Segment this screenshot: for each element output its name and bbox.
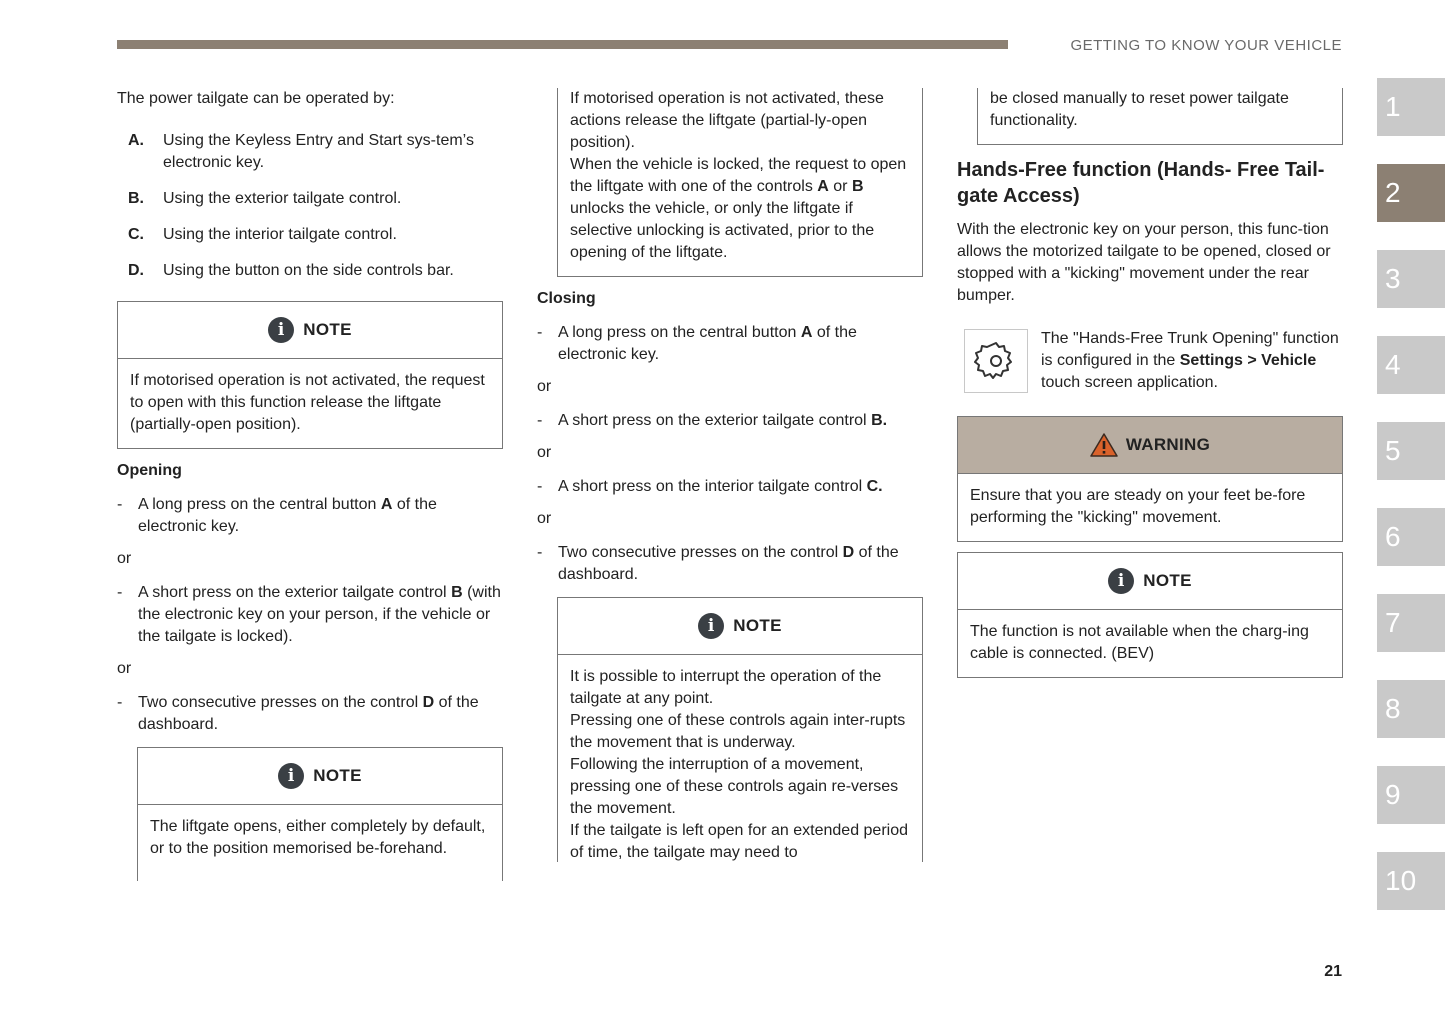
or-text: or <box>537 510 552 527</box>
list-item: - Two consecutive presses on the control D of the dashboard. <box>537 544 899 583</box>
operation-methods-list <box>117 130 503 282</box>
note-body: The liftgate opens, either completely by default, or to the position memorised be-forehand. <box>150 818 486 857</box>
list-letter: A. <box>128 132 144 149</box>
note-header <box>558 598 922 655</box>
list-text: Using the button on the side controls bar. <box>163 262 454 279</box>
note-header <box>958 553 1342 610</box>
warning-header <box>958 417 1342 474</box>
note-body: If motorised operation is not activated, the request to open with this function release the liftgate (partially-open position). <box>130 372 485 433</box>
info-icon: i <box>698 613 724 639</box>
chapter-tab-3[interactable]: 3 <box>1377 250 1445 308</box>
chapter-tab-6[interactable]: 6 <box>1377 508 1445 566</box>
note-continuation <box>977 88 1343 145</box>
list-letter: B. <box>128 190 144 207</box>
warning-box <box>957 416 1343 542</box>
note-title: NOTE <box>1143 571 1192 590</box>
list-item <box>117 224 503 246</box>
note-body: It is possible to interrupt the operation of the tailgate at any point. Pressing one of these controls again inter-rupts the movement that is underway. Following the interruption of a movement, pressing one of these controls again re-verses the movement. If the tailgate is left open for an extended period of time, the tailgate may need to <box>570 668 909 861</box>
or-text: or <box>117 660 132 677</box>
chapter-tab-4[interactable]: 4 <box>1377 336 1445 394</box>
warning-body: Ensure that you are steady on your feet be-fore performing the "kicking" movement. <box>970 487 1306 526</box>
warning-title: WARNING <box>1125 435 1211 454</box>
or-text: or <box>537 378 552 395</box>
warning-triangle-icon <box>1090 433 1118 457</box>
info-icon: i <box>278 763 304 789</box>
list-item: - Two consecutive presses on the control D of the dashboard. <box>117 694 479 733</box>
list-item: - A short press on the exterior tailgate control B. <box>537 412 888 429</box>
note-header <box>118 302 502 359</box>
chapter-tab-7[interactable]: 7 <box>1377 594 1445 652</box>
note-box <box>137 747 503 881</box>
header-accent-bar <box>117 40 1008 49</box>
list-item <box>117 260 503 282</box>
note-title: NOTE <box>733 616 782 635</box>
list-item: - A short press on the interior tailgate control C. <box>537 478 883 495</box>
note-text: If motorised operation is not activated, these actions release the liftgate (partial-ly-open position). <box>570 90 884 151</box>
list-item <box>117 130 503 174</box>
chapter-tab-9[interactable]: 9 <box>1377 766 1445 824</box>
list-text: Using the interior tailgate control. <box>163 226 397 243</box>
info-icon: i <box>268 317 294 343</box>
or-text: or <box>537 444 552 461</box>
note-body: The function is not available when the charg-ing cable is connected. (BEV) <box>970 623 1309 662</box>
note-header <box>138 748 502 805</box>
list-text: Using the exterior tailgate control. <box>163 190 402 207</box>
list-letter: C. <box>128 226 144 243</box>
tip-text: The "Hands-Free Trunk Opening" function is configured in the Settings > Vehicle touch screen application. <box>1041 330 1339 391</box>
settings-tip <box>957 329 1343 394</box>
gear-icon <box>964 329 1028 393</box>
chapter-tab-1[interactable]: 1 <box>1377 78 1445 136</box>
column-1 <box>117 88 503 881</box>
chapter-tab-5[interactable]: 5 <box>1377 422 1445 480</box>
note-title: NOTE <box>313 766 362 785</box>
page-number: 21 <box>1324 963 1342 980</box>
chapter-tab-2[interactable]: 2 <box>1377 164 1445 222</box>
list-letter: D. <box>128 262 144 279</box>
opening-heading: Opening <box>117 462 182 479</box>
list-text: Using the Keyless Entry and Start sys-tem’s electronic key. <box>163 132 474 171</box>
note-text: be closed manually to reset power tailgate functionality. <box>990 90 1289 129</box>
note-box <box>957 552 1343 678</box>
list-item: - A short press on the exterior tailgate control B (with the electronic key on your person, if the vehicle or the tailgate is locked). <box>117 584 501 645</box>
section-title: GETTING TO KNOW YOUR VEHICLE <box>1070 37 1342 54</box>
note-title: NOTE <box>303 320 352 339</box>
list-item: - A long press on the central button A of the electronic key. <box>117 496 437 535</box>
section-heading: Hands-Free function (Hands- Free Tail-gate Access) <box>957 159 1325 207</box>
note-text: When the vehicle is locked, the request to open the liftgate with one of the controls A or B unlocks the vehicle, or only the liftgate if selective unlocking is activated, prior to the opening of the liftgate. <box>570 156 907 261</box>
note-continuation <box>557 88 923 277</box>
chapter-tab-8[interactable]: 8 <box>1377 680 1445 738</box>
chapter-tab-10[interactable]: 10 <box>1377 852 1445 910</box>
note-box <box>117 301 503 449</box>
column-3 <box>957 88 1343 678</box>
section-intro: With the electronic key on your person, this func-tion allows the motorized tailgate to be opened, closed or stopped with a "kicking" movement under the rear bumper. <box>957 221 1331 304</box>
list-item: - A long press on the central button A of the electronic key. <box>537 324 857 363</box>
closing-heading: Closing <box>537 290 596 307</box>
column-2 <box>537 88 923 862</box>
list-item <box>117 188 503 210</box>
intro-text: The power tailgate can be operated by: <box>117 90 395 107</box>
info-icon: i <box>1108 568 1134 594</box>
note-box <box>557 597 923 862</box>
or-text: or <box>117 550 132 567</box>
